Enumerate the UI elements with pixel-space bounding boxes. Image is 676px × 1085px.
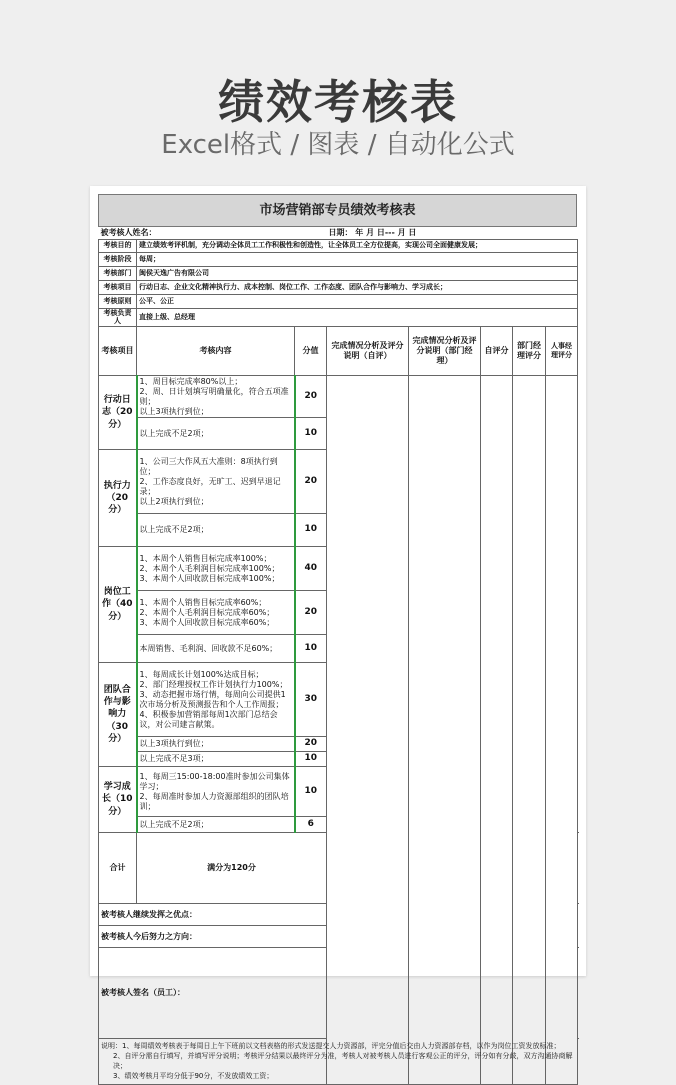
criteria-text: 本周销售、毛利润、回收款不足60%； — [137, 635, 295, 663]
note-line: 2、自评分需自行填写，并填写评分说明；考核评分结果以最终评分为准，考核人对被考核人员进行客观公正的评分，评分如有分歧，双方沟通协商解决； — [113, 1052, 573, 1071]
staff-signature-label: 被考核人签名（员工）： — [99, 948, 327, 1039]
document-card — [90, 186, 586, 1081]
score-value: 10 — [295, 752, 327, 767]
score-value: 10 — [295, 767, 327, 817]
score-value: 6 — [295, 817, 327, 833]
section-label: 团队合作与影响力（30分） — [99, 663, 137, 767]
score-value: 20 — [295, 450, 327, 514]
col-header-hr-score: 人事经理评分 — [546, 327, 578, 376]
info-value: 行动日志、企业文化精神执行力、成本控制、岗位工作、工作态度、团队合作与影响力、学习成长； — [137, 280, 578, 294]
info-value: 闽侯天逸广告有限公司 — [137, 266, 578, 280]
section-label: 执行力（20分） — [99, 450, 137, 547]
section-label: 行动日志（20分） — [99, 376, 137, 450]
score-value: 10 — [295, 635, 327, 663]
criteria-text: 以上完成不足2项； — [137, 418, 295, 450]
col-header-dept-analysis: 完成情况分析及评分说明（部门经理） — [409, 327, 481, 376]
criteria-text: 以上完成不足3项； — [137, 752, 295, 767]
section-label: 岗位工作（40分） — [99, 547, 137, 663]
dept-score-cell[interactable] — [513, 376, 546, 1085]
banner-subtitle: Excel格式 / 图表 / 自动化公式 — [161, 130, 515, 160]
criteria-text: 1、每周三15:00-18:00准时参加公司集体学习； 2、每周准时参加人力资源部组织的团队培训； — [137, 767, 295, 817]
score-value: 10 — [295, 514, 327, 547]
score-value: 20 — [295, 376, 327, 418]
col-header-self-analysis: 完成情况分析及评分说明（自评） — [327, 327, 409, 376]
col-header-score: 分值 — [295, 327, 327, 376]
criteria-text: 1、每周成长计划100%达成目标； 2、部门经理授权工作计划执行力100%； 3、动态把握市场行情，每周向公司提供1次市场分析及预测报告和个人工作周报； 4、积极参加营销部每周1次部门总结会议，对公司建言献策。 — [137, 663, 295, 737]
info-label: 考核目的 — [99, 239, 137, 252]
section-label: 学习成长（10分） — [99, 767, 137, 833]
score-value: 40 — [295, 547, 327, 591]
criteria-text: 1、本周个人销售目标完成率100%； 2、本周个人毛利润目标完成率100%； 3、本周个人回收款目标完成率100%； — [137, 547, 295, 591]
criteria-text: 以上3项执行到位； — [137, 737, 295, 752]
info-label: 考核阶段 — [99, 252, 137, 266]
criteria-text: 以上完成不足2项； — [137, 514, 295, 547]
criteria-text: 以上完成不足2项； — [137, 817, 295, 833]
self-score-cell[interactable] — [481, 376, 513, 1085]
note-line: 说明：1、每周绩效考核表于每周日上午下班前以文档表格的形式发送提交人力资源部，评完分值后交由人力资源部存档，以作为岗位工资发放标准； — [101, 1042, 561, 1050]
notes-block — [99, 1039, 578, 1085]
note-line: 3、绩效考核月平均分低于90分，不发放绩效工资； — [113, 1072, 274, 1081]
criteria-text: 1、周目标完成率80%以上； 2、周、日计划填写明确量化，符合五项准则； 以上3项执行到位； — [137, 376, 295, 418]
info-label: 考核部门 — [99, 266, 137, 280]
assessment-table — [98, 227, 578, 1085]
sheet-title: 市场营销部专员绩效考核表 — [98, 194, 577, 227]
criteria-text: 1、本周个人销售目标完成率60%； 2、本周个人毛利润目标完成率60%； 3、本周个人回收款目标完成率60%； — [137, 591, 295, 635]
score-value: 30 — [295, 663, 327, 737]
info-value: 直接上级、总经理 — [137, 308, 578, 327]
info-label: 考核原则 — [99, 294, 137, 308]
improve-label: 被考核人今后努力之方向： — [99, 926, 578, 948]
score-value: 20 — [295, 737, 327, 752]
dept-analysis-cell[interactable] — [409, 376, 481, 1085]
col-header-item: 考核项目 — [99, 327, 137, 376]
name-label: 被考核人姓名： — [100, 227, 157, 237]
info-label: 考核项目 — [99, 280, 137, 294]
advantage-label: 被考核人继续发挥之优点： — [99, 904, 578, 926]
info-label: 考核负责人 — [99, 308, 137, 327]
col-header-self-score: 自评分 — [481, 327, 513, 376]
spreadsheet — [98, 194, 577, 1081]
total-value: 满分为120分 — [137, 833, 327, 904]
criteria-text: 1、公司三大作风五大准则：8项执行到位； 2、工作态度良好，无旷工、迟到早退记录； 以上2项执行到位； — [137, 450, 295, 514]
score-value: 10 — [295, 418, 327, 450]
col-header-dept-score: 部门经理评分 — [513, 327, 546, 376]
info-value: 建立绩效考评机制，充分调动全体员工工作积极性和创造性，让全体员工全方位提高，实现公司全面健康发展； — [137, 239, 578, 252]
info-value: 每周； — [137, 252, 578, 266]
self-analysis-cell[interactable] — [327, 376, 409, 1085]
banner-title: 绩效考核表 — [218, 75, 458, 129]
score-value: 20 — [295, 591, 327, 635]
col-header-content: 考核内容 — [137, 327, 295, 376]
total-label: 合计 — [99, 833, 137, 904]
date-label: 日期： 年 月 日--- 月 日 — [328, 227, 417, 237]
hr-score-cell[interactable] — [546, 376, 578, 1085]
info-value: 公平、公正 — [137, 294, 578, 308]
